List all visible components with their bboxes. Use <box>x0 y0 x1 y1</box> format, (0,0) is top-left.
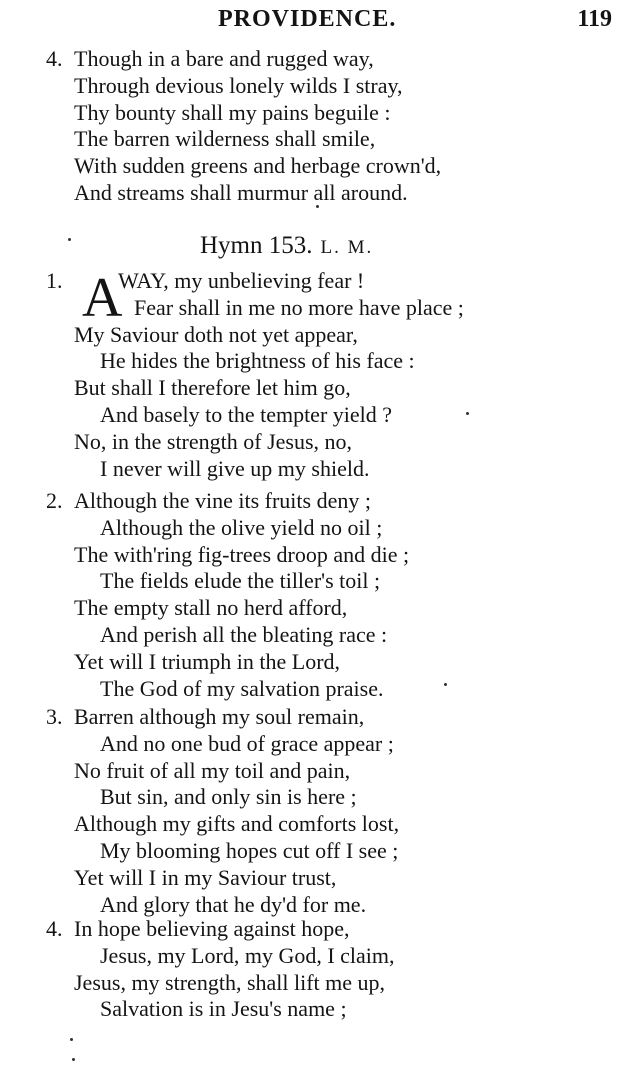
verse-line: Although the olive yield no oil ; <box>100 514 383 540</box>
scan-speck <box>68 238 71 241</box>
running-head <box>0 6 640 34</box>
stanza-1 <box>0 268 640 482</box>
verse-line: With sudden greens and herbage crown'd, <box>74 153 442 179</box>
verse-line: The God of my salvation praise. <box>100 675 384 701</box>
verse-line: Jesus, my Lord, my God, I claim, <box>100 942 395 968</box>
verse-line: The barren wilderness shall smile, <box>74 126 376 152</box>
stanza-number: 2. <box>46 488 63 513</box>
verse-line: Through devious lonely wilds I stray, <box>74 72 403 98</box>
verse-line: No, in the strength of Jesus, no, <box>74 428 353 454</box>
verse-line: Yet will I triumph in the Lord, <box>74 648 341 674</box>
verse-line: No fruit of all my toil and pain, <box>74 757 351 783</box>
verse-line: And streams shall murmur all around. <box>74 179 408 205</box>
verse-line: 3. Barren although my soul remain, <box>46 704 365 729</box>
scan-speck <box>444 683 447 686</box>
hymn-heading <box>200 232 373 260</box>
verse-line: Jesus, my strength, shall lift me up, <box>74 969 386 995</box>
stanza-number: 3. <box>46 704 63 729</box>
previous-hymn-verse <box>0 46 640 207</box>
verse-line: My blooming hopes cut off I see ; <box>100 837 399 863</box>
verse-line: I never will give up my shield. <box>100 455 370 481</box>
verse-line: 4. In hope believing against hope, <box>46 916 350 941</box>
verse-line: The with'ring fig-trees droop and die ; <box>74 541 410 567</box>
verse-line: And basely to the tempter yield ? <box>100 401 393 427</box>
verse-line: The fields elude the tiller's toil ; <box>100 568 381 594</box>
verse-line: Although my gifts and comforts lost, <box>74 811 400 837</box>
verse-line: The empty stall no herd afford, <box>74 595 348 621</box>
scan-speck <box>466 412 469 415</box>
verse-line: And perish all the bleating race : <box>100 621 388 647</box>
stanza-number: 1. <box>46 268 63 293</box>
verse-line: But sin, and only sin is here ; <box>100 784 357 810</box>
verse-line: Salvation is in Jesu's name ; <box>100 996 347 1022</box>
verse-line: Fear shall in me no more have place ; <box>134 294 464 320</box>
hymn-title: Hymn 153. <box>200 232 313 259</box>
verse-line: 4. Though in a bare and rugged way, <box>46 46 374 71</box>
stanza-3 <box>0 704 640 918</box>
stanza-4 <box>0 916 640 1023</box>
verse-line: But shall I therefore let him go, <box>74 375 351 401</box>
scan-speck <box>70 1038 73 1041</box>
running-title: PROVIDENCE. <box>218 6 397 32</box>
scan-speck <box>316 205 319 208</box>
page-number: 119 <box>577 6 612 32</box>
stanza-number: 4. <box>46 916 63 941</box>
hymn-meter: L. M. <box>320 237 374 258</box>
verse-number: 4. <box>46 46 63 71</box>
verse-line: And glory that he dy'd for me. <box>100 891 367 917</box>
verse-line: 2. Although the vine its fruits deny ; <box>46 488 371 513</box>
verse-line: He hides the brightness of his face : <box>100 348 415 374</box>
verse-line: Thy bounty shall my pains beguile : <box>74 99 391 125</box>
scan-speck <box>72 1058 75 1061</box>
verse-line: And no one bud of grace appear ; <box>100 730 394 756</box>
drop-cap: A <box>82 267 123 329</box>
verse-line: Yet will I in my Saviour trust, <box>74 864 337 890</box>
verse-line: My Saviour doth not yet appear, <box>74 321 358 347</box>
verse-line: 1. WAY, my unbelieving fear ! <box>46 268 365 293</box>
stanza-2 <box>0 488 640 702</box>
